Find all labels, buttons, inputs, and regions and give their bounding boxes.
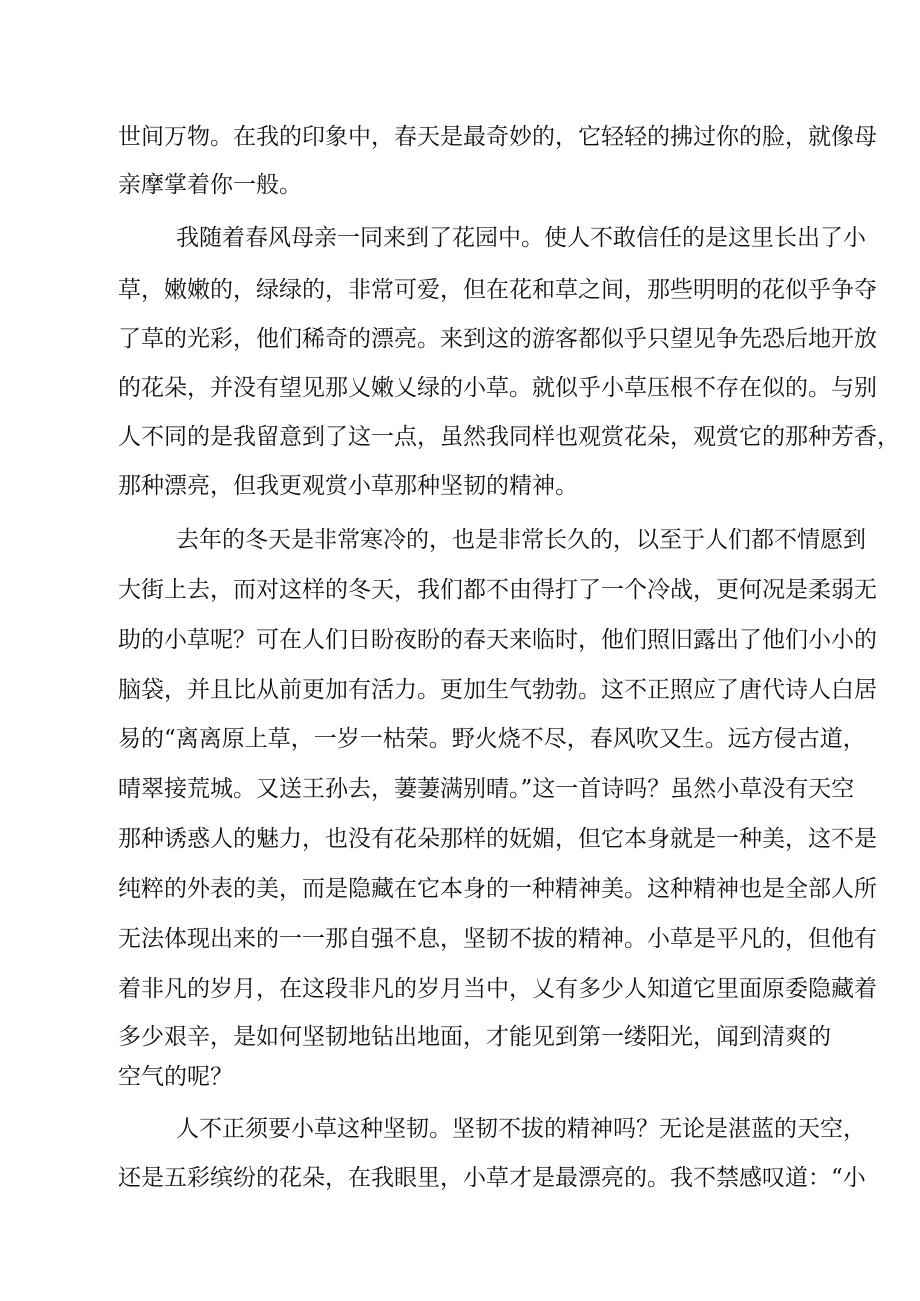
- paragraph-3-line-1: 去年的冬天是非常寒冷的，也是非常长久的，以至于人们都不情愿到: [176, 527, 866, 553]
- paragraph-1-line-2: 亲摩掌着你一般。: [118, 172, 302, 198]
- paragraph-3-line-11: 多少艰辛，是如何坚韧地钻出地面，才能见到第一缕阳光，闻到清爽的: [118, 1024, 831, 1050]
- paragraph-2-line-6: 那种漂亮，但我更观赏小草那种坚韧的精神。: [118, 473, 578, 499]
- paragraph-3-line-9: 无法体现出来的一一那自强不息，坚韧不拔的精神。小草是平凡的，但他有: [118, 926, 877, 952]
- paragraph-3-line-8: 纯粹的外表的美，而是隐藏在它本身的一种精神美。这种精神也是全部人所: [118, 876, 877, 902]
- paragraph-2-line-3: 了草的光彩，他们稀奇的漂亮。来到这的游客都似乎只望见争先恐后地开放: [118, 326, 877, 352]
- paragraph-3-line-5: 易的“离离原上草，一岁一枯荣。野火烧不尽，春风吹又生。远方侵古道，: [118, 726, 866, 752]
- paragraph-2-line-4: 的花朵，并没有望见那乂嫩乂绿的小草。就似乎小草压根不存在似的。与别: [118, 375, 877, 401]
- paragraph-2-line-5: 人不同的是我留意到了这一点，虽然我同样也观赏花朵，观赏它的那种芳香，: [118, 424, 900, 450]
- paragraph-4-line-1: 人不正须要小草这种坚韧。坚韧不拔的精神吗？无论是湛蓝的天空，: [176, 1116, 866, 1142]
- paragraph-3-line-10: 着非凡的岁月，在这段非凡的岁月当中，乂有多少人知道它里面原委隐藏着: [118, 976, 877, 1002]
- paragraph-2-line-2: 草，嫩嫩的，绿绿的，非常可爱，但在花和草之间，那些明明的花似乎争夺: [118, 277, 877, 303]
- paragraph-2-line-1: 我随着春风母亲一同来到了花园中。使人不敢信任的是这里长出了小: [176, 225, 866, 251]
- paragraph-1-line-1: 世间万物。在我的印象中，春天是最奇妙的，它轻轻的拂过你的脸，就像母: [118, 124, 877, 150]
- paragraph-4-line-2: 还是五彩缤纷的花朵，在我眼里，小草才是最漂亮的。我不禁感叹道：“小: [118, 1165, 866, 1191]
- paragraph-3-line-3: 助的小草呢？可在人们日盼夜盼的春天来临时，他们照旧露出了他们小小的: [118, 627, 877, 653]
- paragraph-3-line-7: 那种诱惑人的魅力，也没有花朵那样的妩媚，但它本身就是一种美，这不是: [118, 826, 877, 852]
- paragraph-3-line-6: 晴翠接荒城。又送王孙去，萋萋满别晴。”这一首诗吗？虽然小草没有天空: [118, 776, 855, 802]
- paragraph-3-line-2: 大街上去，而对这样的冬天，我们都不由得打了一个冷战，更何况是柔弱无: [118, 577, 877, 603]
- paragraph-3-line-12: 空气的呢？: [118, 1064, 233, 1090]
- paragraph-3-line-4: 脑袋，并且比从前更加有活力。更加生气勃勃。这不正照应了唐代诗人白居: [118, 677, 877, 703]
